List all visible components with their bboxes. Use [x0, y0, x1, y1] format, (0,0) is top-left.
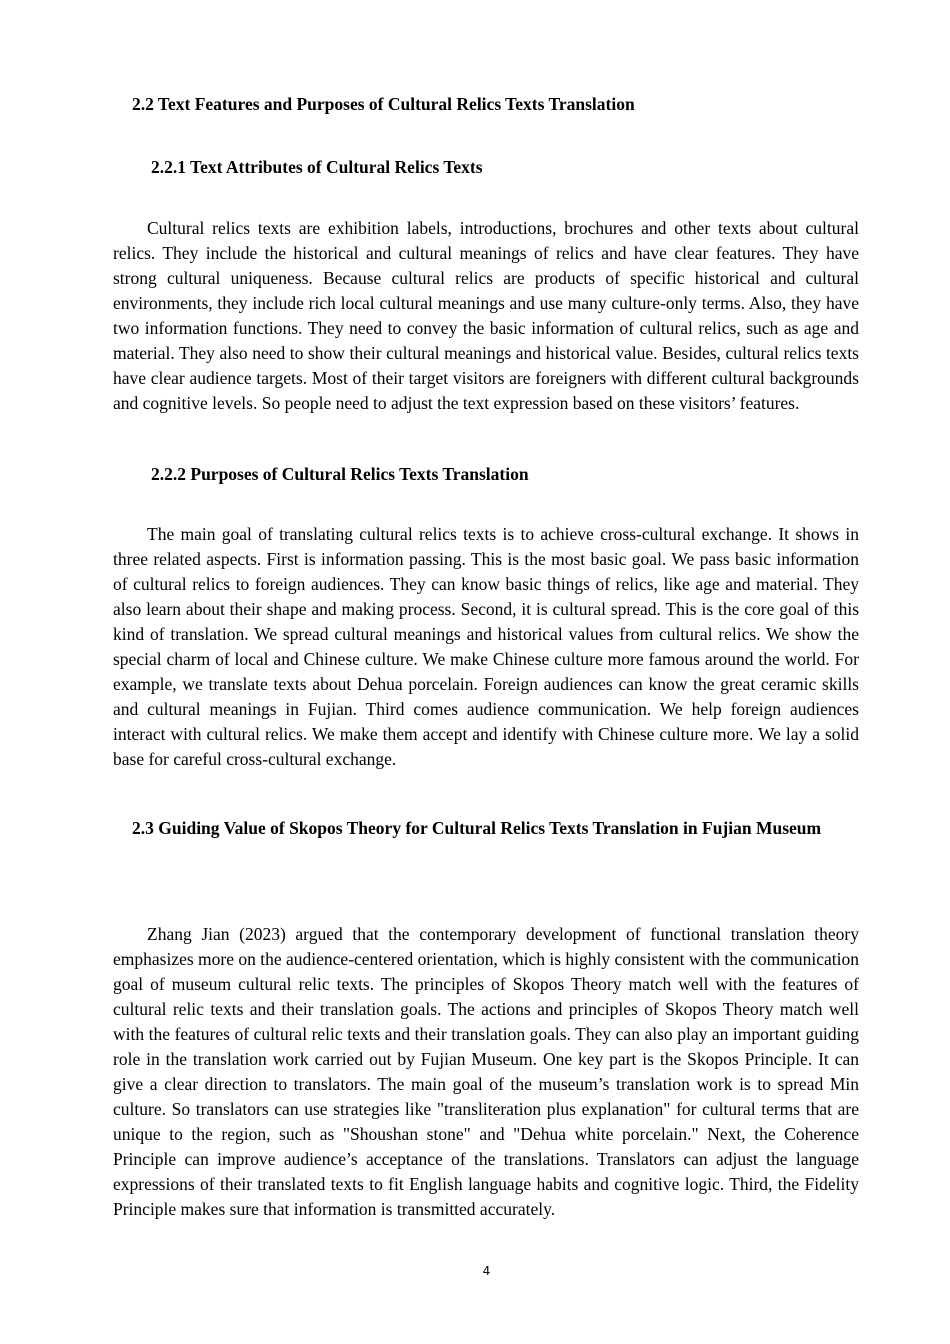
section-2-3-heading: 2.3 Guiding Value of Skopos Theory for Cultural Relics Texts Translation in Fujian Museum: [132, 818, 822, 838]
page-number: 4: [482, 1264, 491, 1278]
section-2-2-heading: 2.2 Text Features and Purposes of Cultural Relics Texts Translation: [132, 94, 635, 114]
section-2-3-paragraph: Zhang Jian (2023) argued that the contemporary development of functional translation theory emphasizes more on the audience-centered orientation, which is highly consistent with the communication goal of museum cultural relic texts. The principles of Skopos Theory match well with the features of cultural relic texts and their translation goals. The actions and principles of Skopos Theory match well with the features of cultural relic texts and their translation goals. They can also play an important guiding role in the translation work carried out by Fujian Museum. One key part is the Skopos Principle. It can give a clear direction to translators. The main goal of the museum’s translation work is to spread Min culture. So translators can use strategies like "transliteration plus explanation" for cultural terms that are unique to the region, such as "Shoushan stone" and "Dehua white porcelain." Next, the Coherence Principle can improve audience’s acceptance of the translations. Translators can adjust the language expressions of their translated texts to fit English language habits and cognitive logic. Third, the Fidelity Principle makes sure that information is transmitted accurately.: [113, 924, 859, 1219]
section-2-2-1-heading: 2.2.1 Text Attributes of Cultural Relics Texts: [151, 157, 483, 177]
section-2-2-1-paragraph: Cultural relics texts are exhibition labels, introductions, brochures and other texts about cultural relics. They include the historical and cultural meanings of relics and have clear features. They have strong cultural uniqueness. Because cultural relics are products of specific historical and cultural environments, they include rich local cultural meanings and use many culture-only terms. Also, they have two information functions. They need to convey the basic information of cultural relics, such as age and material. They also need to show their cultural meanings and historical value. Besides, cultural relics texts have clear audience targets. Most of their target visitors are foreigners with different cultural backgrounds and cognitive levels. So people need to adjust the text expression based on these visitors’ features.: [113, 218, 859, 413]
section-2-2-2-paragraph: The main goal of translating cultural relics texts is to achieve cross-cultural exchange. It shows in three related aspects. First is information passing. This is the most basic goal. We pass basic information of cultural relics to foreign audiences. They can know basic things of relics, like age and material. They also learn about their shape and making process. Second, it is cultural spread. This is the core goal of this kind of translation. We spread cultural meanings and historical values from cultural relics. We show the special charm of local and Chinese culture. We make Chinese culture more famous around the world. For example, we translate texts about Dehua porcelain. Foreign audiences can know the great ceramic skills and cultural meanings in Fujian. Third comes audience communication. We help foreign audiences interact with cultural relics. We make them accept and identify with Chinese culture more. We lay a solid base for careful cross-cultural exchange.: [113, 524, 859, 769]
section-2-2-2-heading: 2.2.2 Purposes of Cultural Relics Texts Translation: [151, 464, 529, 484]
